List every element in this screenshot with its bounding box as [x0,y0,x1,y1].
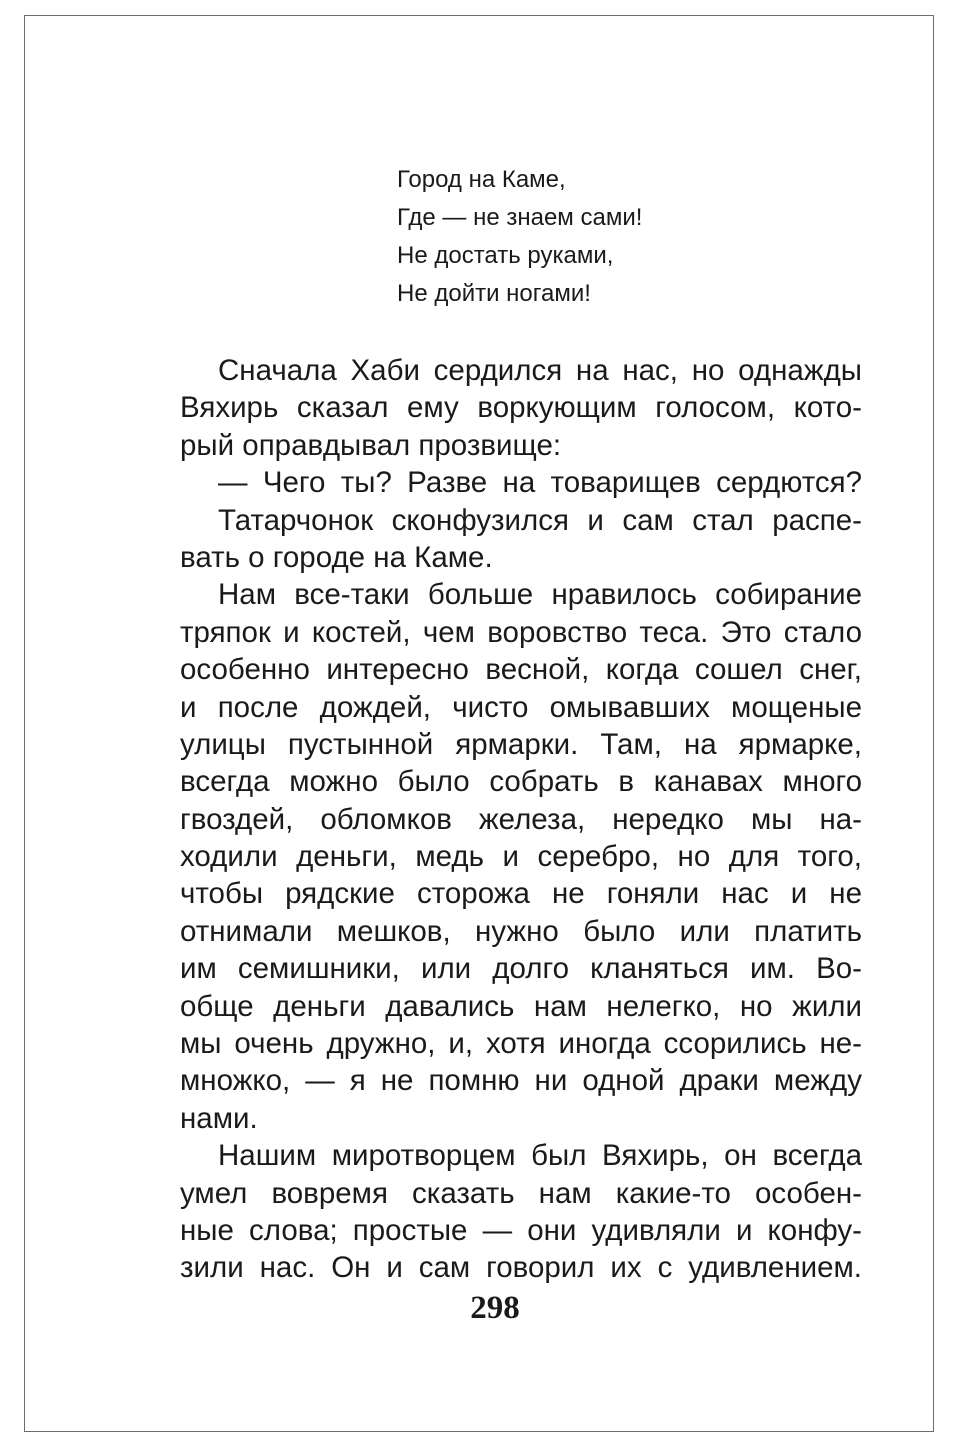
text-line: ные слова; простые — они удивляли и конфу- [180,1213,862,1247]
text-line: Нашим миротворцем был Вяхирь, он всегда [218,1139,862,1173]
poem-line: Не достать руками, [397,242,614,269]
text-line: нами. [180,1101,258,1135]
poem-line: Город на Каме, [397,166,566,193]
text-line: гвоздей, обломков железа, нередко мы на- [180,802,862,836]
text-line: всегда можно было собрать в канавах много [180,765,862,799]
text-line: вать о городе на Каме. [180,540,493,574]
body-text [180,352,862,1287]
text-line: особенно интересно весной, когда сошел снег, [180,653,862,687]
text-line: рый оправдывал прозвище: [180,428,562,462]
text-line: Вяхирь сказал ему воркующим голосом, кото- [180,391,862,425]
text-line: улицы пустынной ярмарки. Там, на ярмарке, [180,727,862,761]
text-line: им семишники, или долго кланяться им. Во- [180,952,862,986]
poem-stanza [397,161,797,313]
text-line: — Чего ты? Разве на товарищев сердются? [218,466,862,500]
text-line: Нам все-таки больше нравилось собирание [218,578,862,612]
text-line: множко, — я не помню ни одной драки между [180,1064,862,1098]
text-line: чтобы рядские сторожа не гоняли нас и не [180,877,862,911]
poem-line: Не дойти ногами! [397,280,591,307]
text-line: и после дождей, чисто омывавших мощеные [180,690,862,724]
text-line: мы очень дружно, и, хотя иногда ссорились не- [180,1027,862,1061]
page-number: 298 [470,1290,520,1326]
text-line: Татарчонок сконфузился и сам стал распе- [218,503,862,537]
text-line: ходили деньги, медь и серебро, но для того, [180,840,862,874]
text-line: умел вовремя сказать нам какие-то особен- [180,1176,862,1210]
book-page [24,15,934,1432]
text-line: зили нас. Он и сам говорил их с удивлением. [180,1251,862,1285]
text-line: тряпок и костей, чем воровство теса. Это стало [180,615,862,649]
text-line: отнимали мешков, нужно было или платить [180,914,862,948]
poem-line: Где — не знаем сами! [397,204,643,231]
text-line: Сначала Хаби сердился на нас, но однажды [218,354,862,387]
text-line: обще деньги давались нам нелегко, но жили [180,989,862,1023]
